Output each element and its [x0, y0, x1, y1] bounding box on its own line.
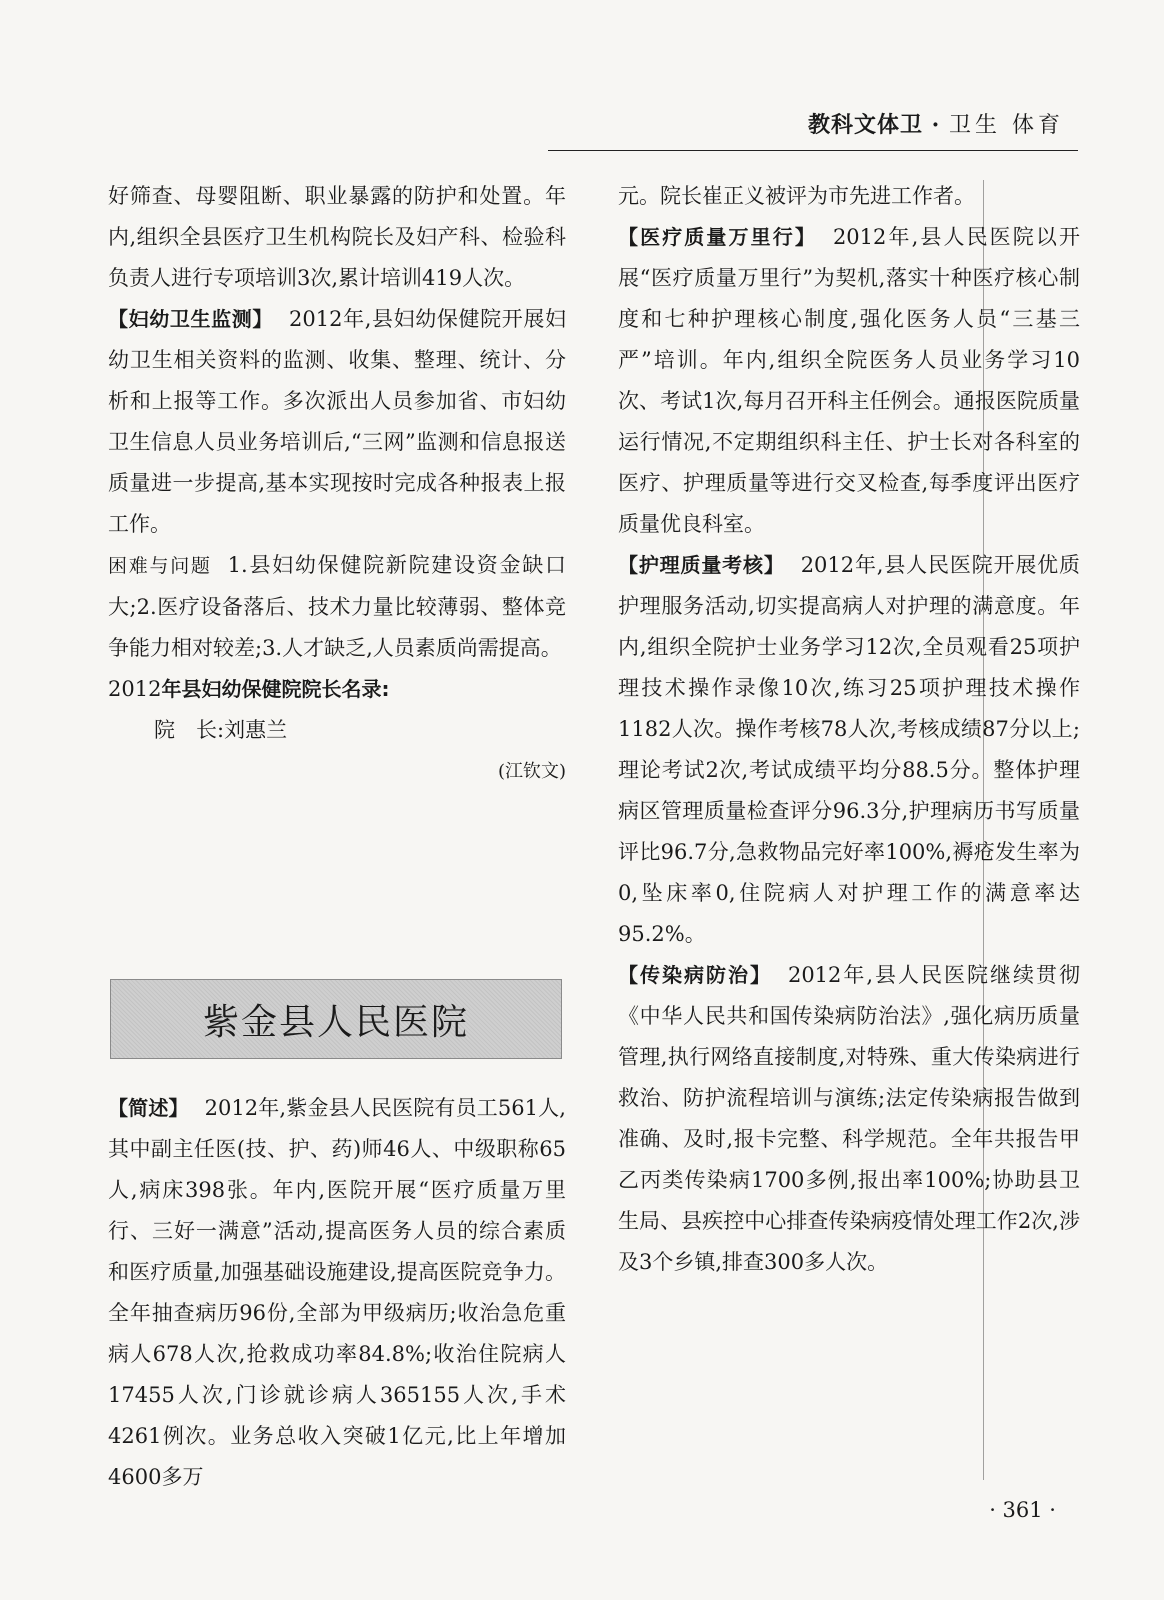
- running-header: [808, 108, 1064, 139]
- left-column: [108, 176, 566, 792]
- right-continued-paragraph: 元。院长崔正义被评为市先进工作者。: [618, 184, 975, 208]
- infect-title: 【传染病防治】: [618, 963, 772, 987]
- header-section: 卫生 体育: [949, 113, 1064, 138]
- nursing-section: [618, 545, 1080, 955]
- roster-year: 2012: [108, 677, 162, 701]
- monitor-text: 2012年,县妇幼保健院开展妇幼卫生相关资料的监测、收集、整理、统计、分析和上报等工作。多次派出人员参加省、市妇幼卫生信息人员业务培训后,“三网”监测和信息报送质量进一步提高,基本实现按时完成各种报表上报工作。: [108, 307, 566, 536]
- roster-line: 院 长:刘惠兰: [154, 718, 288, 742]
- quality-text: 2012年,县人民医院以开展“医疗质量万里行”为契机,落实十种医疗核心制度和七种护理核心制度,强化医务人员“三基三严”培训。年内,组织全院医务人员业务学习10次、考试1次,每月召开科主任例会。通报医院质量运行情况,不定期组织科主任、护士长对各科室的医疗、护理质量等进行交叉检查,每季度评出医疗质量优良科室。: [618, 225, 1080, 536]
- summary-text: 2012年,紫金县人民医院有员工561人,其中副主任医(技、护、药)师46人、中级职称65人,病床398张。年内,医院开展“医疗质量万里行、三好一满意”活动,提高医务人员的综合素质和医疗质量,加强基础设施建设,提高医院竞争力。全年抽查病历96份,全部为甲级病历;收治急危重病人678人次,抢救成功率84.8%;收治住院病人17455人次,门诊就诊病人365155人次,手术4261例次。业务总收入突破1亿元,比上年增加4600多万: [108, 1096, 566, 1489]
- quality-title: 【医疗质量万里行】: [618, 225, 817, 249]
- header-rule: [548, 150, 1078, 151]
- quality-section: [618, 217, 1080, 545]
- monitor-title: 【妇幼卫生监测】: [108, 307, 273, 331]
- summary-title: 【简述】: [108, 1096, 189, 1120]
- banner-title: 紫金县人民医院: [202, 1001, 469, 1043]
- left-continued-paragraph: 好筛查、母婴阻断、职业暴露的防护和处置。年内,组织全县医疗卫生机构院长及妇产科、检验科负责人进行专项培训3次,累计培训419人次。: [108, 184, 566, 290]
- roster-title: 年县妇幼保健院院长名录:: [161, 677, 390, 701]
- infect-text: 2012年,县人民医院继续贯彻《中华人民共和国传染病防治法》,强化病历质量管理,执行网络直接制度,对特殊、重大传染病进行救治、防护流程培训与演练;法定传染病报告做到准确、及时,报卡完整、科学规范。全年共报告甲乙丙类传染病1700多例,报出率100%;协助县卫生局、县疾控中心排查传染病疫情处理工作2次,涉及3个乡镇,排查300多人次。: [618, 963, 1080, 1274]
- author-credit: (江钦文): [497, 761, 566, 782]
- right-column: [618, 176, 1080, 1283]
- page-number: · 361 ·: [989, 1498, 1056, 1522]
- section-banner: [110, 979, 562, 1059]
- monitor-section: [108, 299, 566, 545]
- problems-label: 困难与问题: [108, 555, 212, 577]
- roster-heading: [108, 669, 566, 710]
- infect-section: [618, 955, 1080, 1283]
- header-category: 教科文体卫: [807, 112, 923, 138]
- summary-section: [108, 1088, 566, 1498]
- header-dot: ·: [931, 112, 941, 138]
- problems-section: [108, 545, 566, 669]
- problems-text: 1.县妇幼保健院新院建设资金缺口大;2.医疗设备落后、技术力量比较薄弱、整体竞争能力相对较差;3.人才缺乏,人员素质尚需提高。: [108, 553, 566, 660]
- nursing-text: 2012年,县人民医院开展优质护理服务活动,切实提高病人对护理的满意度。年内,组织全院护士业务学习12次,全员观看25项护理技术操作录像10次,练习25项护理技术操作1182人次。操作考核78人次,考核成绩87分以上;理论考试2次,考试成绩平均分88.5分。整体护理病区管理质量检查评分96.3分,护理病历书写质量评比96.7分,急救物品完好率100%,褥疮发生率为0,坠床率0,住院病人对护理工作的满意率达95.2%。: [618, 553, 1080, 946]
- nursing-title: 【护理质量考核】: [618, 553, 785, 577]
- left-column-lower: [108, 1088, 566, 1498]
